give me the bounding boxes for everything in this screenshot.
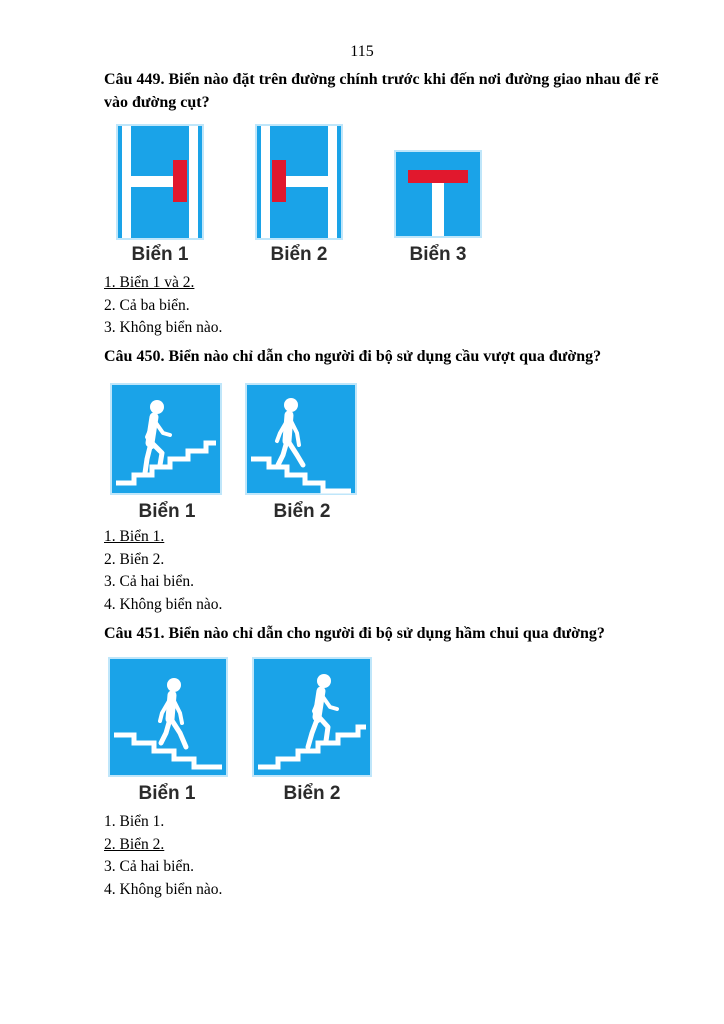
pedestrian-up-stairs-icon: [252, 657, 372, 777]
question-450-title: Câu 450. Biển nào chỉ dẫn cho người đi bộ sử dụng cầu vượt qua đường?: [104, 348, 602, 365]
sign-pedestrian-underpass-1: [108, 657, 228, 777]
option-item[interactable]: 2. Biển 2.: [104, 835, 165, 853]
option-item[interactable]: 3. Cả hai biển.: [104, 573, 194, 590]
pedestrian-down-stairs-icon: [245, 383, 357, 495]
sign-pedestrian-overpass-1: [110, 383, 222, 495]
option-item[interactable]: 3. Không biển nào.: [104, 319, 223, 336]
option-item[interactable]: 2. Cả ba biển.: [104, 296, 190, 314]
question-451-title: Câu 451. Biển nào chỉ dẫn cho người đi bộ sử dụng hầm chui qua đường?: [104, 625, 605, 642]
sign-caption: Biển 2: [283, 783, 341, 804]
question-450-options: [104, 526, 222, 616]
dead-end-right-icon: [116, 124, 204, 240]
page-number: 115: [350, 43, 374, 60]
dead-end-left-icon: [255, 124, 343, 240]
option-item[interactable]: 1. Biển 1.: [104, 528, 165, 545]
sign-pedestrian-overpass-2: [245, 383, 357, 495]
question-451-options: [104, 811, 222, 901]
sign-caption: Biển 2: [273, 501, 331, 522]
option-item[interactable]: 3. Cả hai biển.: [104, 858, 194, 875]
pedestrian-up-stairs-icon: [110, 383, 222, 495]
question-449-options: [104, 272, 222, 340]
sign-pedestrian-underpass-2: [252, 657, 372, 777]
option-item[interactable]: 1. Biển 1.: [104, 813, 165, 830]
dead-end-ahead-icon: [394, 150, 482, 238]
sign-caption: Biển 3: [409, 244, 467, 265]
pedestrian-down-stairs-icon: [108, 657, 228, 777]
option-item[interactable]: 4. Không biển nào.: [104, 595, 223, 613]
sign-caption: Biển 2: [270, 244, 328, 265]
option-item[interactable]: 1. Biển 1 và 2.: [104, 274, 195, 291]
sign-caption: Biển 1: [131, 244, 189, 265]
sign-dead-end-ahead: [394, 150, 482, 238]
sign-dead-end-right: [116, 124, 204, 240]
sign-caption: Biển 1: [138, 783, 196, 804]
option-item[interactable]: 2. Biển 2.: [104, 550, 165, 568]
question-449-title: Câu 449. Biển nào đặt trên đường chính trước khi đến nơi đường giao nhau để rẽ vào đường cụt?: [104, 71, 659, 111]
sign-dead-end-left: [255, 124, 343, 240]
sign-caption: Biển 1: [138, 501, 196, 522]
option-item[interactable]: 4. Không biển nào.: [104, 880, 223, 898]
